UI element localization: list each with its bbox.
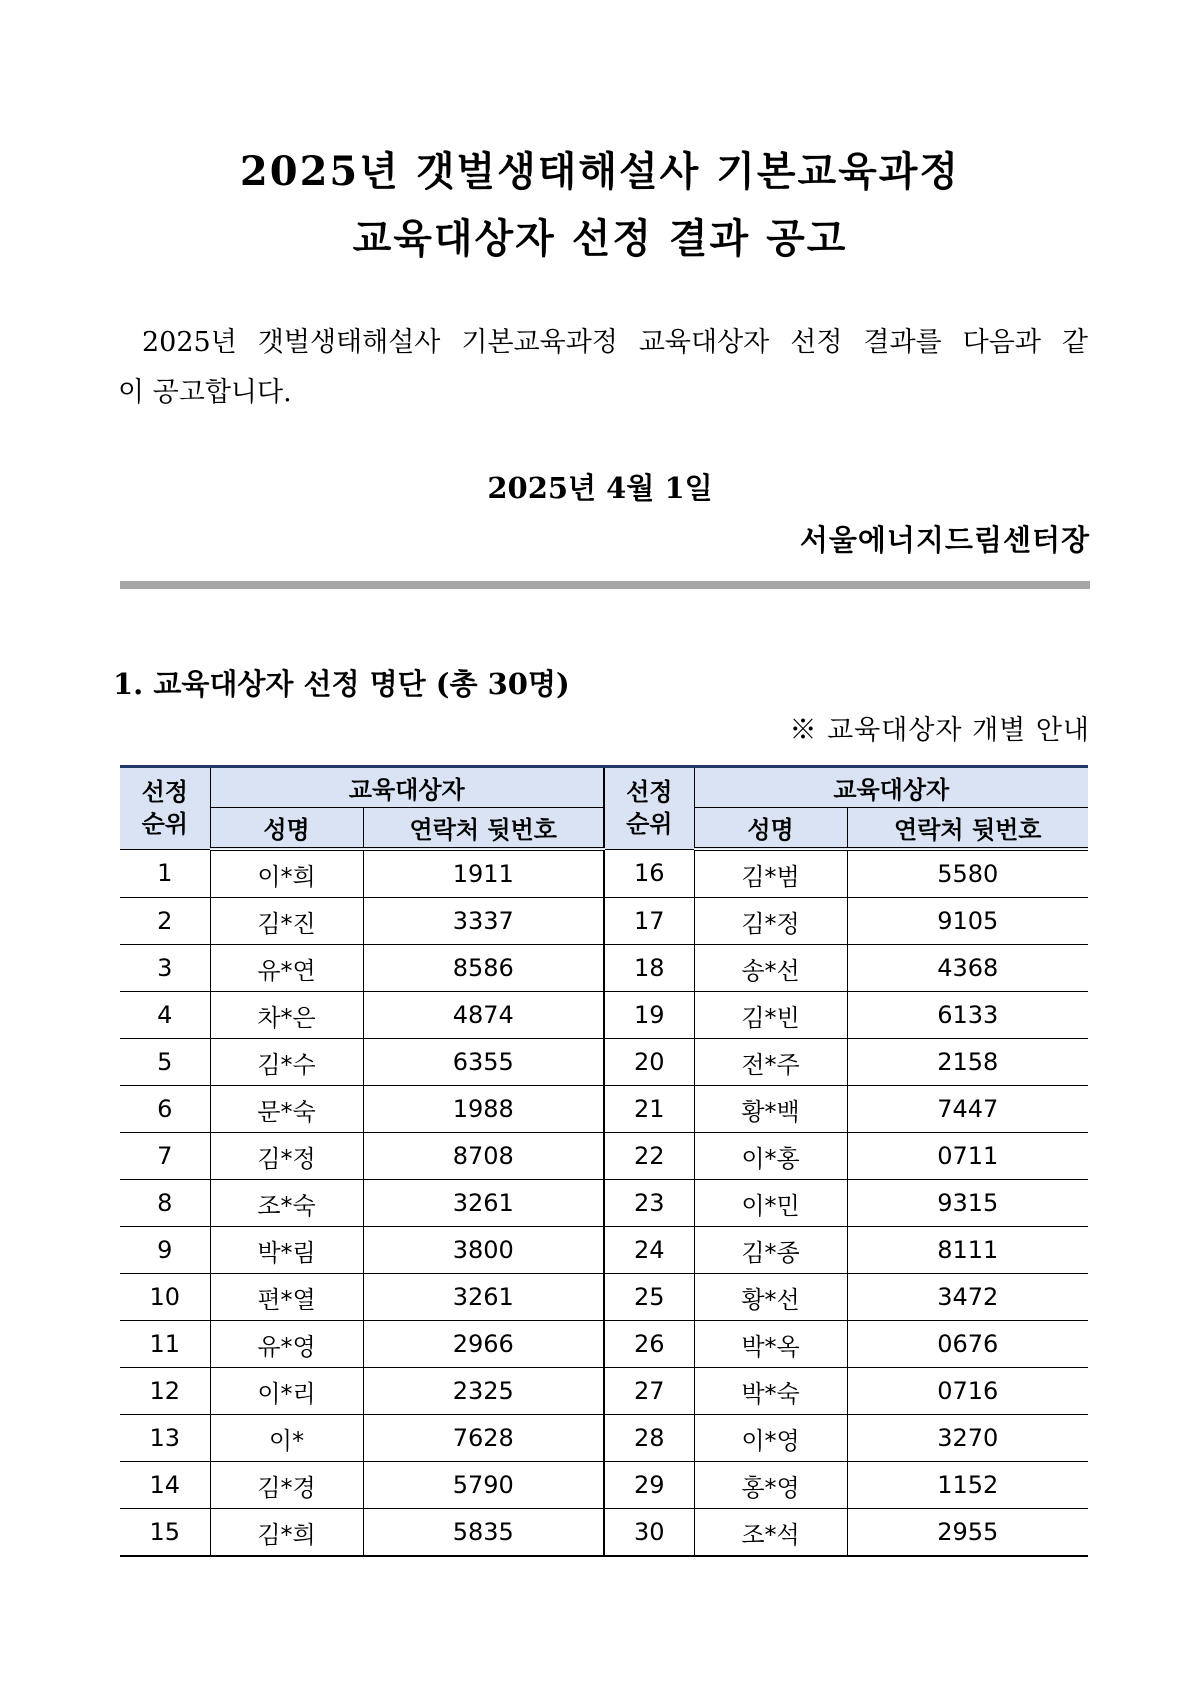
name-cell: 박*숙 (694, 1368, 847, 1415)
name-cell: 김*수 (210, 1039, 363, 1086)
contact-cell: 4874 (363, 992, 604, 1039)
table-row (120, 849, 1088, 898)
name-cell: 편*열 (210, 1274, 363, 1321)
contact-cell: 6133 (847, 992, 1088, 1039)
name-cell: 황*선 (694, 1274, 847, 1321)
name-cell: 전*주 (694, 1039, 847, 1086)
rank-cell: 18 (604, 945, 694, 992)
contact-cell: 3270 (847, 1415, 1088, 1462)
rank-cell: 5 (120, 1039, 210, 1086)
name-cell: 김*진 (210, 898, 363, 945)
table-row (120, 945, 1088, 992)
contact-cell: 1152 (847, 1462, 1088, 1509)
rank-cell: 25 (604, 1274, 694, 1321)
selection-table (120, 765, 1088, 1557)
section-heading: 1. 교육대상자 선정 명단 (총 30명) (113, 667, 570, 701)
contact-cell: 2325 (363, 1368, 604, 1415)
individual-notice-note: ※ 교육대상자 개별 안내 (789, 715, 1090, 746)
table-row (120, 1274, 1088, 1321)
rank-cell: 29 (604, 1462, 694, 1509)
header-rank-right (604, 767, 694, 850)
contact-cell: 8708 (363, 1133, 604, 1180)
name-cell: 김*정 (694, 898, 847, 945)
rank-cell: 19 (604, 992, 694, 1039)
name-cell: 문*숙 (210, 1086, 363, 1133)
rank-cell: 20 (604, 1039, 694, 1086)
table-row (120, 1415, 1088, 1462)
header-contact-right: 연락처 뒷번호 (847, 808, 1088, 850)
intro-text-line2: 이 공고합니다. (118, 377, 292, 408)
intro-text-line1: 2025년 갯벌생태해설사 기본교육과정 교육대상자 선정 결과를 다음과 같 (142, 327, 1088, 358)
header-rank-line1: 선정 (626, 778, 673, 807)
name-cell: 황*백 (694, 1086, 847, 1133)
name-cell: 유*영 (210, 1321, 363, 1368)
header-name-right: 성명 (694, 808, 847, 850)
name-cell: 김*경 (210, 1462, 363, 1509)
rank-cell: 21 (604, 1086, 694, 1133)
name-cell: 이*리 (210, 1368, 363, 1415)
issuer-name: 서울에너지드림센터장 (799, 523, 1090, 557)
rank-cell: 11 (120, 1321, 210, 1368)
rank-cell: 9 (120, 1227, 210, 1274)
name-cell: 이*민 (694, 1180, 847, 1227)
header-group-right: 교육대상자 (694, 767, 1088, 808)
rank-cell: 22 (604, 1133, 694, 1180)
contact-cell: 0676 (847, 1321, 1088, 1368)
rank-cell: 24 (604, 1227, 694, 1274)
rank-cell: 6 (120, 1086, 210, 1133)
table-row (120, 1039, 1088, 1086)
name-cell: 김*범 (694, 849, 847, 898)
table-row (120, 898, 1088, 945)
section-divider (120, 581, 1090, 589)
name-cell: 이*영 (694, 1415, 847, 1462)
rank-cell: 1 (120, 849, 210, 898)
rank-cell: 8 (120, 1180, 210, 1227)
name-cell: 이*홍 (694, 1133, 847, 1180)
rank-cell: 26 (604, 1321, 694, 1368)
header-name-left: 성명 (210, 808, 363, 850)
rank-cell: 12 (120, 1368, 210, 1415)
rank-cell: 10 (120, 1274, 210, 1321)
header-rank-line2: 순위 (141, 810, 188, 839)
selection-table-body (120, 849, 1088, 1556)
header-contact-left: 연락처 뒷번호 (363, 808, 604, 850)
name-cell: 홍*영 (694, 1462, 847, 1509)
contact-cell: 3800 (363, 1227, 604, 1274)
name-cell: 김*정 (210, 1133, 363, 1180)
table-row (120, 1180, 1088, 1227)
name-cell: 김*빈 (694, 992, 847, 1039)
rank-cell: 4 (120, 992, 210, 1039)
document-title-line2: 교육대상자 선정 결과 공고 (352, 215, 848, 262)
rank-cell: 16 (604, 849, 694, 898)
name-cell: 박*옥 (694, 1321, 847, 1368)
contact-cell: 0716 (847, 1368, 1088, 1415)
name-cell: 조*석 (694, 1509, 847, 1557)
rank-cell: 3 (120, 945, 210, 992)
contact-cell: 8586 (363, 945, 604, 992)
header-group-left: 교육대상자 (210, 767, 604, 808)
rank-cell: 14 (120, 1462, 210, 1509)
name-cell: 김*희 (210, 1509, 363, 1557)
contact-cell: 5790 (363, 1462, 604, 1509)
name-cell: 차*은 (210, 992, 363, 1039)
name-cell: 송*선 (694, 945, 847, 992)
rank-cell: 17 (604, 898, 694, 945)
name-cell: 이* (210, 1415, 363, 1462)
contact-cell: 9315 (847, 1180, 1088, 1227)
rank-cell: 23 (604, 1180, 694, 1227)
table-row (120, 1462, 1088, 1509)
rank-cell: 27 (604, 1368, 694, 1415)
table-row (120, 1321, 1088, 1368)
table-row (120, 1368, 1088, 1415)
header-rank-line1: 선정 (141, 778, 188, 807)
contact-cell: 7447 (847, 1086, 1088, 1133)
header-rank-left (120, 767, 210, 850)
table-row (120, 992, 1088, 1039)
name-cell: 조*숙 (210, 1180, 363, 1227)
table-row (120, 1509, 1088, 1557)
table-row (120, 1133, 1088, 1180)
rank-cell: 13 (120, 1415, 210, 1462)
contact-cell: 3261 (363, 1180, 604, 1227)
name-cell: 김*종 (694, 1227, 847, 1274)
rank-cell: 15 (120, 1509, 210, 1557)
contact-cell: 2955 (847, 1509, 1088, 1557)
contact-cell: 5580 (847, 849, 1088, 898)
document-title-line1: 2025년 갯벌생태해설사 기본교육과정 (239, 148, 961, 195)
contact-cell: 4368 (847, 945, 1088, 992)
table-row (120, 1086, 1088, 1133)
contact-cell: 0711 (847, 1133, 1088, 1180)
name-cell: 유*연 (210, 945, 363, 992)
rank-cell: 7 (120, 1133, 210, 1180)
contact-cell: 2158 (847, 1039, 1088, 1086)
rank-cell: 2 (120, 898, 210, 945)
contact-cell: 6355 (363, 1039, 604, 1086)
contact-cell: 9105 (847, 898, 1088, 945)
contact-cell: 3261 (363, 1274, 604, 1321)
announcement-date: 2025년 4월 1일 (487, 471, 713, 505)
contact-cell: 1988 (363, 1086, 604, 1133)
header-rank-line2: 순위 (626, 810, 673, 839)
contact-cell: 7628 (363, 1415, 604, 1462)
contact-cell: 1911 (363, 849, 604, 898)
contact-cell: 2966 (363, 1321, 604, 1368)
contact-cell: 3472 (847, 1274, 1088, 1321)
rank-cell: 30 (604, 1509, 694, 1557)
table-row (120, 1227, 1088, 1274)
rank-cell: 28 (604, 1415, 694, 1462)
name-cell: 박*림 (210, 1227, 363, 1274)
name-cell: 이*희 (210, 849, 363, 898)
contact-cell: 3337 (363, 898, 604, 945)
contact-cell: 8111 (847, 1227, 1088, 1274)
contact-cell: 5835 (363, 1509, 604, 1557)
